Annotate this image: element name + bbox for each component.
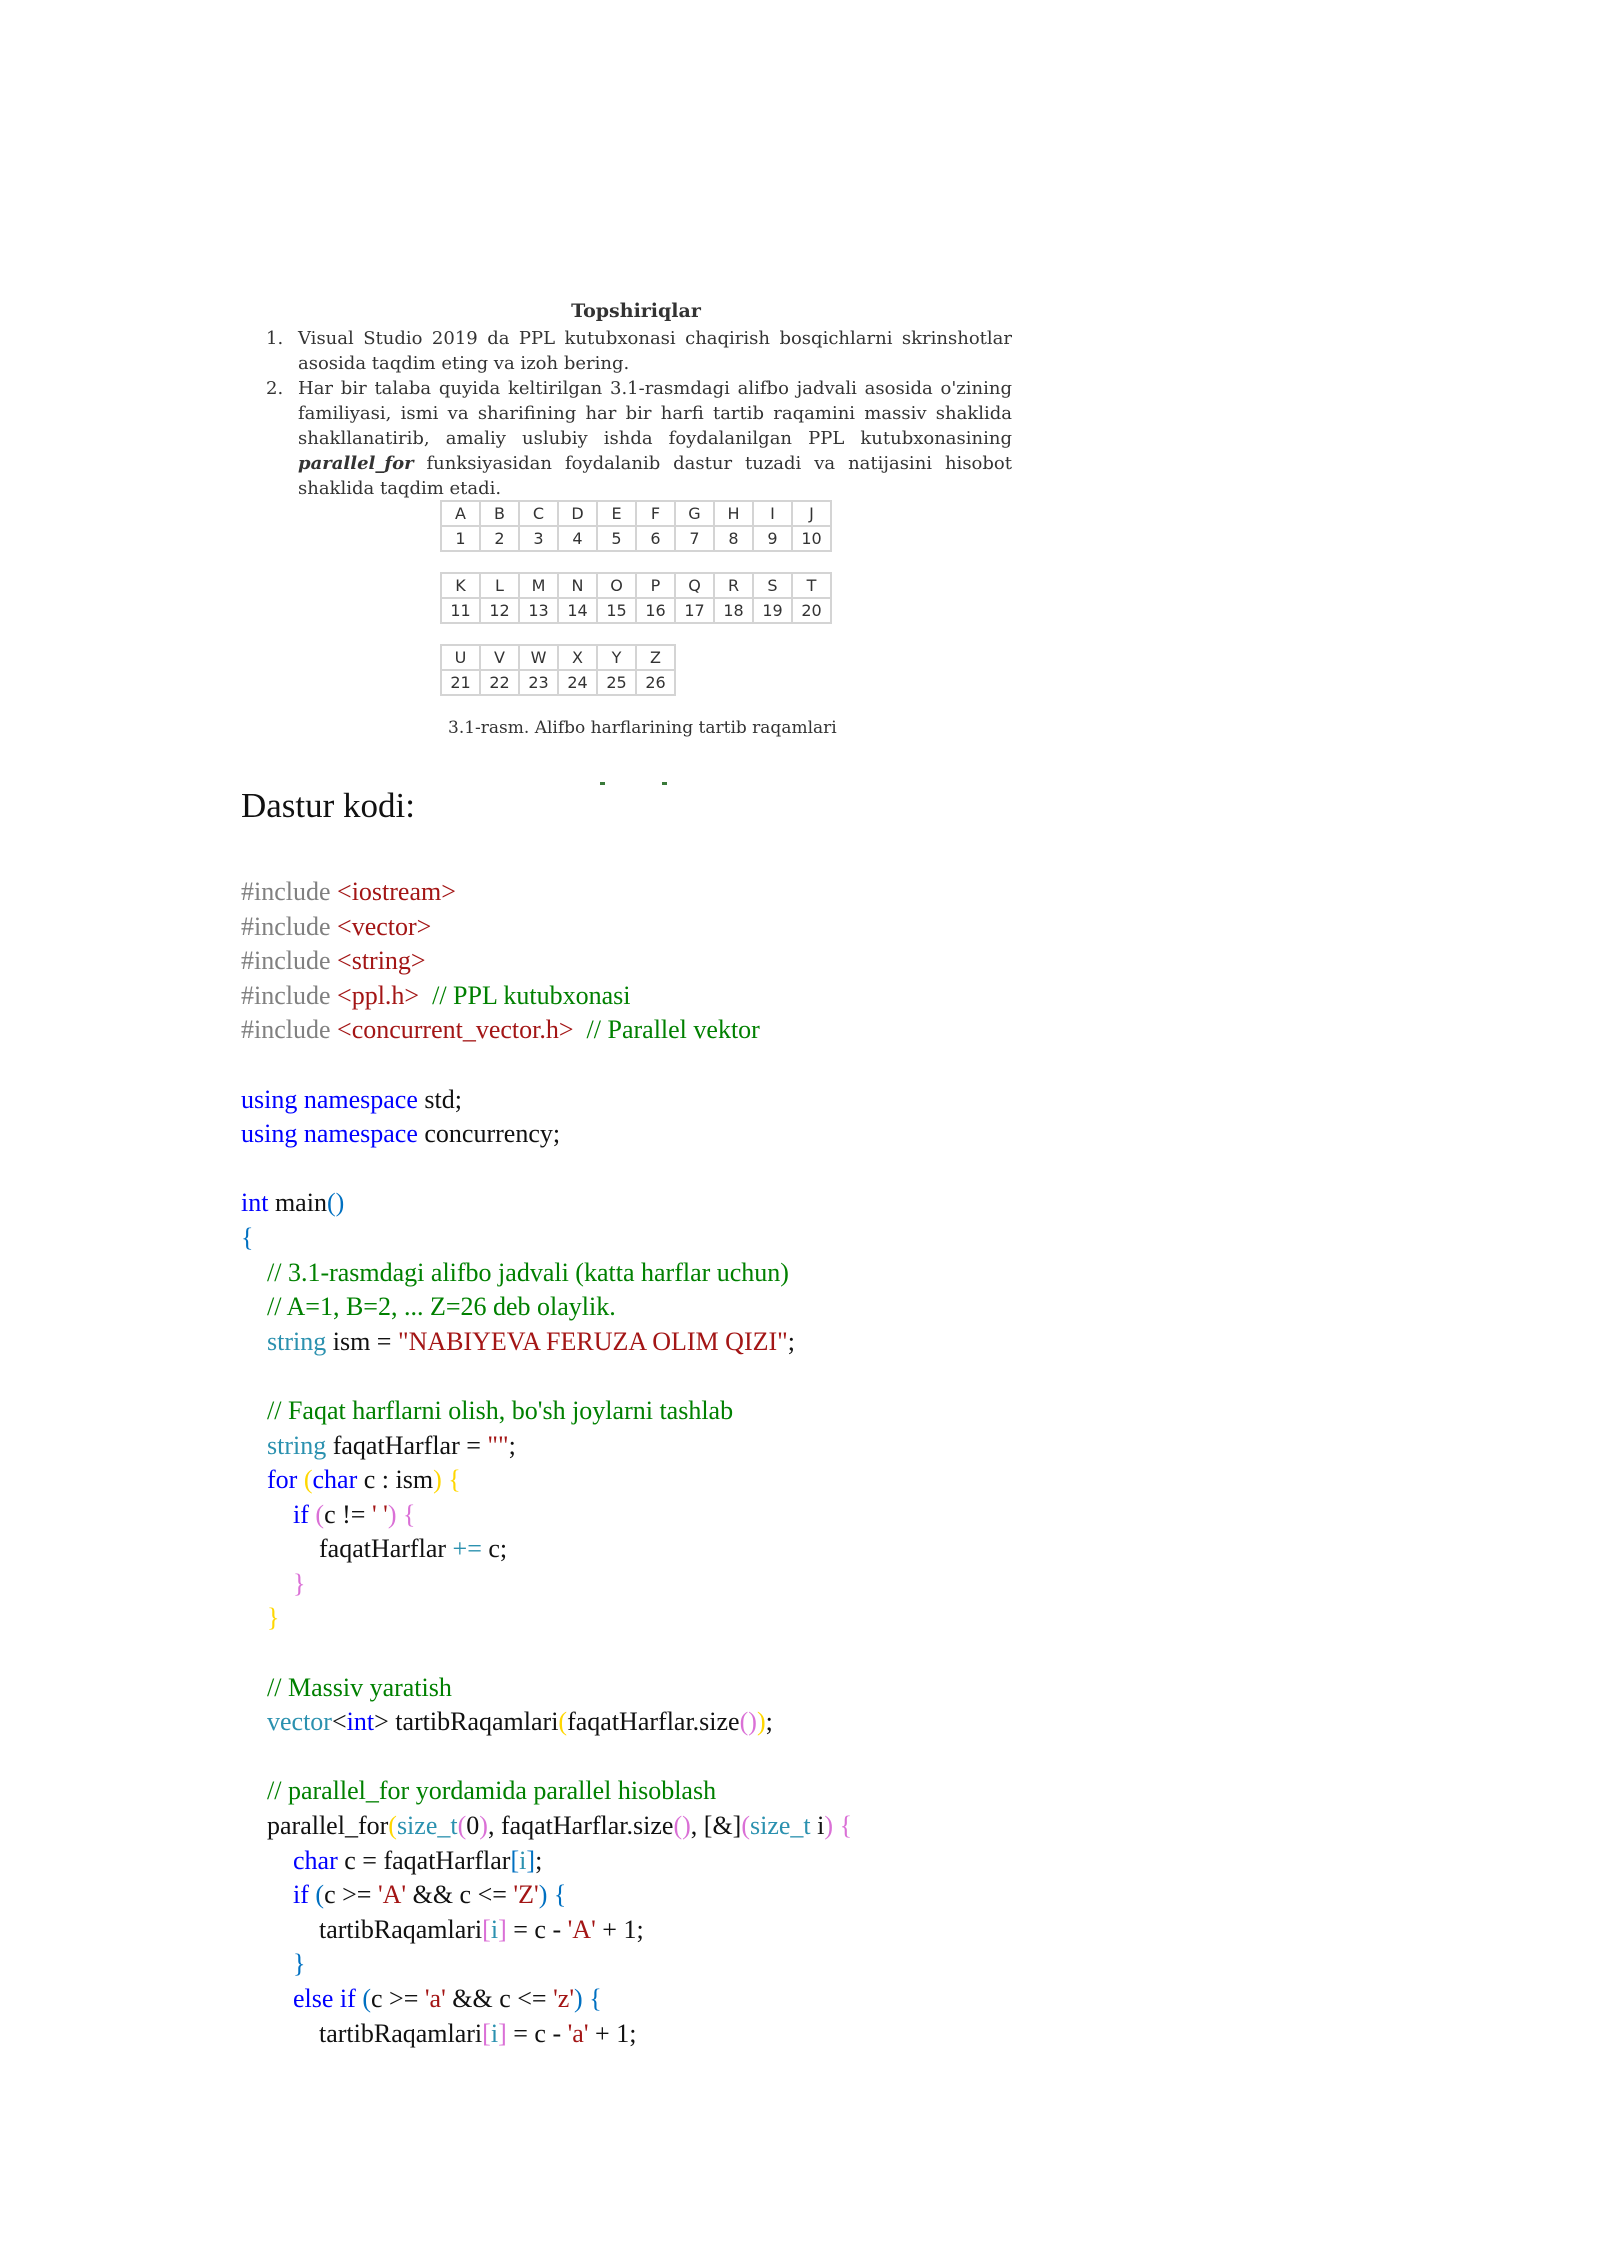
letter-cell: N bbox=[558, 573, 597, 598]
code-token: i bbox=[490, 1914, 499, 1944]
letter-cell: M bbox=[519, 573, 558, 598]
code-token: for bbox=[267, 1465, 298, 1495]
number-cell: 13 bbox=[519, 598, 558, 623]
number-cell: 3 bbox=[519, 526, 558, 551]
number-cell: 2 bbox=[480, 526, 519, 551]
code-token: i bbox=[490, 2018, 499, 2048]
task-number: 1. bbox=[266, 328, 284, 349]
letter-row bbox=[441, 645, 675, 670]
code-token: [ bbox=[510, 1845, 520, 1875]
code-token: #include bbox=[241, 946, 338, 976]
code-line bbox=[241, 1532, 852, 1567]
code-line bbox=[241, 1567, 852, 1602]
code-line bbox=[241, 1325, 852, 1360]
code-token: int bbox=[241, 1188, 269, 1218]
code-token: // Massiv yaratish bbox=[267, 1672, 452, 1702]
number-cell: 12 bbox=[480, 598, 519, 623]
code-token: ( bbox=[741, 1811, 750, 1841]
code-line bbox=[241, 1636, 852, 1671]
letter-cell: V bbox=[480, 645, 519, 670]
number-cell: 19 bbox=[753, 598, 792, 623]
code-token: { bbox=[241, 1222, 254, 1252]
code-token bbox=[241, 1500, 293, 1529]
number-cell: 11 bbox=[441, 598, 480, 623]
code-token: #include bbox=[241, 1015, 338, 1045]
code-token: 0 bbox=[466, 1811, 480, 1841]
code-token: #include bbox=[241, 980, 338, 1010]
code-token: tartibRaqamlari bbox=[241, 1914, 483, 1944]
letter-cell: R bbox=[714, 573, 753, 598]
code-line bbox=[241, 1498, 852, 1533]
code-line bbox=[241, 1117, 852, 1152]
code-token: faqatHarflar = bbox=[326, 1430, 488, 1460]
number-cell: 24 bbox=[558, 670, 597, 695]
code-line bbox=[241, 1013, 852, 1048]
code-token: [ bbox=[482, 1914, 491, 1944]
code-token bbox=[241, 1569, 293, 1598]
code-token: <concurrent_vector.h> bbox=[337, 1015, 574, 1045]
code-token: // PPL kutubxonasi bbox=[432, 980, 631, 1010]
letter-row bbox=[441, 501, 831, 526]
code-line bbox=[241, 1671, 852, 1706]
code-token: faqatHarflar bbox=[241, 1534, 453, 1564]
code-token bbox=[241, 1776, 267, 1805]
code-token: , faqatHarflar.size bbox=[487, 1811, 674, 1841]
letter-cell: E bbox=[597, 501, 636, 526]
code-block bbox=[241, 875, 852, 2051]
code-token: char bbox=[293, 1845, 338, 1875]
code-token: } bbox=[293, 1949, 306, 1979]
code-token: using namespace bbox=[241, 1119, 418, 1149]
code-token: parallel_for bbox=[241, 1811, 389, 1841]
code-token: std; bbox=[417, 1084, 462, 1114]
code-token bbox=[241, 1431, 267, 1460]
code-line bbox=[241, 1359, 852, 1394]
code-token: { bbox=[448, 1465, 461, 1495]
stray-mark bbox=[600, 782, 605, 785]
code-line bbox=[241, 1878, 852, 1913]
task-item bbox=[260, 376, 1012, 501]
number-cell: 6 bbox=[636, 526, 675, 551]
code-token: ) bbox=[433, 1465, 442, 1495]
code-line bbox=[241, 1186, 852, 1221]
letter-cell: I bbox=[753, 501, 792, 526]
number-cell: 20 bbox=[792, 598, 831, 623]
number-cell: 8 bbox=[714, 526, 753, 551]
code-token: string bbox=[267, 1430, 327, 1460]
letter-cell: Y bbox=[597, 645, 636, 670]
code-token: ( bbox=[315, 1880, 325, 1910]
task-text bbox=[298, 376, 1012, 501]
code-token: { bbox=[553, 1880, 567, 1910]
code-token: // 3.1-rasmdagi alifbo jadvali (katta harflar uchun) bbox=[267, 1257, 789, 1287]
letter-cell: G bbox=[675, 501, 714, 526]
number-row bbox=[441, 598, 831, 623]
code-token: ( bbox=[558, 1707, 568, 1737]
code-token: c >= bbox=[370, 1984, 425, 2013]
code-token: ) bbox=[824, 1811, 834, 1841]
code-token: ) bbox=[387, 1499, 397, 1529]
number-cell: 16 bbox=[636, 598, 675, 623]
code-token: 'a' bbox=[424, 1984, 446, 2013]
code-token: , [&] bbox=[690, 1811, 742, 1841]
code-line bbox=[241, 1947, 852, 1982]
code-token: i bbox=[810, 1811, 825, 1841]
task-number: 2. bbox=[266, 378, 284, 399]
task-item bbox=[260, 326, 1012, 376]
task-list bbox=[260, 326, 1012, 501]
code-token bbox=[419, 981, 432, 1010]
code-token: } bbox=[267, 1603, 280, 1633]
code-token: 'a' bbox=[567, 2018, 589, 2048]
letter-cell: L bbox=[480, 573, 519, 598]
code-token: [ bbox=[482, 2018, 491, 2048]
code-token bbox=[241, 1846, 293, 1875]
number-cell: 25 bbox=[597, 670, 636, 695]
code-line bbox=[241, 1809, 852, 1844]
code-token: faqatHarflar.size bbox=[567, 1707, 740, 1737]
code-token: if bbox=[293, 1880, 309, 1910]
code-token: + 1; bbox=[588, 2018, 637, 2048]
code-token: c; bbox=[481, 1534, 508, 1564]
code-token: c : ism bbox=[357, 1465, 434, 1495]
code-token: c >= bbox=[324, 1880, 378, 1910]
number-cell: 4 bbox=[558, 526, 597, 551]
code-line bbox=[241, 1844, 852, 1879]
code-token: ' ' bbox=[371, 1499, 388, 1529]
number-row bbox=[441, 670, 675, 695]
task-section bbox=[260, 298, 1012, 501]
number-row bbox=[441, 526, 831, 551]
code-line bbox=[241, 1463, 852, 1498]
code-token: ) bbox=[538, 1880, 548, 1910]
code-token: ( bbox=[315, 1499, 325, 1529]
code-heading: Dastur kodi: bbox=[241, 786, 416, 825]
code-token bbox=[241, 1603, 267, 1632]
code-token: size_t bbox=[750, 1811, 811, 1841]
code-line bbox=[241, 979, 852, 1014]
letter-cell: Z bbox=[636, 645, 675, 670]
code-token: // A=1, B=2, ... Z=26 deb olaylik. bbox=[267, 1292, 616, 1322]
code-line bbox=[241, 910, 852, 945]
letter-cell: X bbox=[558, 645, 597, 670]
code-line bbox=[241, 1913, 852, 1948]
number-cell: 9 bbox=[753, 526, 792, 551]
alphabet-tables bbox=[440, 500, 832, 716]
code-token: ] bbox=[498, 2018, 507, 2048]
code-line bbox=[241, 1152, 852, 1187]
code-token: ; bbox=[535, 1845, 543, 1875]
code-line bbox=[241, 1394, 852, 1429]
code-token bbox=[241, 1880, 293, 1909]
letter-cell: A bbox=[441, 501, 480, 526]
code-token: { bbox=[589, 1984, 602, 2013]
code-token: += bbox=[452, 1534, 482, 1564]
alphabet-table bbox=[440, 500, 832, 552]
code-token: // Faqat harflarni olish, bo'sh joylarni tashlab bbox=[267, 1395, 734, 1425]
code-token: ( bbox=[362, 1984, 371, 2013]
code-token: + 1; bbox=[595, 1914, 644, 1944]
code-line bbox=[241, 1048, 852, 1083]
letter-cell: K bbox=[441, 573, 480, 598]
code-token: ( bbox=[303, 1465, 313, 1495]
code-token: 'A' bbox=[567, 1914, 596, 1944]
code-token: #include bbox=[241, 877, 338, 906]
code-token: } bbox=[293, 1568, 306, 1598]
code-token: size_t bbox=[396, 1811, 458, 1841]
code-token bbox=[574, 1015, 587, 1044]
code-token: 'Z' bbox=[513, 1880, 539, 1910]
alphabet-table bbox=[440, 644, 676, 696]
code-line bbox=[241, 1705, 852, 1740]
number-cell: 21 bbox=[441, 670, 480, 695]
letter-cell: P bbox=[636, 573, 675, 598]
task-text-part: funksiyasidan foydalanib dastur tuzadi va natijasini hisobot shaklida taqdim etadi. bbox=[298, 453, 1012, 499]
stray-mark bbox=[662, 782, 667, 785]
code-token: string bbox=[267, 1326, 327, 1356]
code-token: #include bbox=[241, 911, 338, 941]
code-token: "NABIYEVA FERUZA OLIM QIZI" bbox=[397, 1326, 788, 1356]
code-token: = c - bbox=[506, 1914, 568, 1944]
code-token: < bbox=[331, 1707, 347, 1737]
code-line bbox=[241, 1774, 852, 1809]
code-token: <ppl.h> bbox=[337, 980, 420, 1010]
number-cell: 18 bbox=[714, 598, 753, 623]
code-token bbox=[241, 1949, 293, 1978]
code-token bbox=[241, 1292, 267, 1321]
code-token: { bbox=[402, 1499, 416, 1529]
code-token bbox=[241, 1396, 267, 1425]
code-token bbox=[241, 1258, 267, 1287]
task-text-part: Har bir talaba quyida keltirilgan 3.1-rasmdagi alifbo jadvali asosida o'zining familiyasi, ismi va sharifining har bir harfi tartib raqamini massiv shaklida shakllanatirib, amaliy uslubiy ishda foydalanilgan PPL kutubxonasining bbox=[298, 378, 1012, 449]
code-token: main bbox=[268, 1188, 327, 1218]
code-token: if bbox=[293, 1499, 309, 1529]
number-cell: 15 bbox=[597, 598, 636, 623]
code-token: else if bbox=[293, 1984, 356, 2013]
number-cell: 1 bbox=[441, 526, 480, 551]
code-token bbox=[241, 1327, 267, 1356]
code-token: ) bbox=[574, 1984, 583, 2013]
code-token: { bbox=[839, 1811, 853, 1841]
code-token: && c <= bbox=[406, 1880, 514, 1910]
code-line bbox=[241, 1429, 852, 1464]
letter-cell: H bbox=[714, 501, 753, 526]
code-token: using namespace bbox=[241, 1084, 418, 1114]
code-line bbox=[241, 875, 852, 910]
code-token: ] bbox=[526, 1845, 536, 1875]
code-line bbox=[241, 1083, 852, 1118]
code-token: ) bbox=[479, 1811, 488, 1841]
task-text: Visual Studio 2019 da PPL kutubxonasi chaqirish bosqichlarni skrinshotlar asosida taqdim eting va izoh bering. bbox=[298, 328, 1012, 374]
code-token: ism = bbox=[326, 1326, 398, 1356]
code-token bbox=[241, 1984, 293, 2013]
figure-caption: 3.1-rasm. Alifbo harflarining tartib raqamlari bbox=[448, 718, 837, 738]
letter-cell: S bbox=[753, 573, 792, 598]
letter-cell: C bbox=[519, 501, 558, 526]
number-cell: 26 bbox=[636, 670, 675, 695]
code-token: <vector> bbox=[337, 911, 432, 941]
code-token: <string> bbox=[337, 946, 426, 976]
code-line bbox=[241, 1221, 852, 1256]
code-token: ) bbox=[756, 1707, 766, 1737]
alphabet-table bbox=[440, 572, 832, 624]
code-token: ; bbox=[508, 1430, 516, 1460]
code-token bbox=[241, 1673, 267, 1702]
code-token: = c - bbox=[506, 2018, 568, 2048]
letter-cell: T bbox=[792, 573, 831, 598]
code-token: concurrency; bbox=[417, 1119, 561, 1149]
code-line bbox=[241, 1982, 852, 2017]
number-cell: 17 bbox=[675, 598, 714, 623]
number-cell: 10 bbox=[792, 526, 831, 551]
code-token: () bbox=[326, 1188, 345, 1218]
code-token: vector bbox=[267, 1707, 332, 1737]
letter-cell: O bbox=[597, 573, 636, 598]
code-token: ; bbox=[765, 1707, 773, 1737]
letter-cell: Q bbox=[675, 573, 714, 598]
code-token: char bbox=[312, 1465, 358, 1495]
code-token: // parallel_for yordamida parallel hisoblash bbox=[267, 1776, 717, 1806]
function-name-emphasis: parallel_for bbox=[298, 453, 414, 474]
code-token: 'A' bbox=[377, 1880, 407, 1910]
code-token: && c <= bbox=[445, 1984, 554, 2013]
code-token: // Parallel vektor bbox=[586, 1015, 760, 1045]
code-token: i bbox=[519, 1845, 527, 1875]
code-token: > tartibRaqamlari bbox=[374, 1707, 559, 1737]
code-line bbox=[241, 1290, 852, 1325]
code-token: () bbox=[739, 1707, 757, 1737]
code-token: ( bbox=[388, 1811, 397, 1841]
code-token: int bbox=[346, 1707, 375, 1737]
code-token: ( bbox=[457, 1811, 467, 1841]
number-cell: 22 bbox=[480, 670, 519, 695]
code-token: c = faqatHarflar bbox=[337, 1845, 511, 1875]
letter-cell: U bbox=[441, 645, 480, 670]
code-token: c != bbox=[324, 1499, 372, 1529]
code-token: "" bbox=[487, 1430, 509, 1460]
number-cell: 23 bbox=[519, 670, 558, 695]
task-title: Topshiriqlar bbox=[571, 300, 701, 322]
code-token: <iostream> bbox=[337, 877, 456, 906]
number-cell: 5 bbox=[597, 526, 636, 551]
letter-cell: F bbox=[636, 501, 675, 526]
letter-cell: W bbox=[519, 645, 558, 670]
code-line bbox=[241, 944, 852, 979]
code-token: 'z' bbox=[553, 1984, 575, 2013]
code-token bbox=[241, 1707, 267, 1736]
letter-cell: B bbox=[480, 501, 519, 526]
code-token: tartibRaqamlari bbox=[241, 2018, 483, 2048]
number-cell: 7 bbox=[675, 526, 714, 551]
letter-row bbox=[441, 573, 831, 598]
code-line bbox=[241, 1601, 852, 1636]
letter-cell: J bbox=[792, 501, 831, 526]
code-token: ] bbox=[498, 1914, 507, 1944]
code-token: ; bbox=[787, 1326, 795, 1356]
code-line bbox=[241, 2017, 852, 2052]
number-cell: 14 bbox=[558, 598, 597, 623]
code-token bbox=[241, 1465, 267, 1494]
letter-cell: D bbox=[558, 501, 597, 526]
code-token: () bbox=[673, 1811, 691, 1841]
code-line bbox=[241, 1740, 852, 1775]
code-line bbox=[241, 1256, 852, 1291]
